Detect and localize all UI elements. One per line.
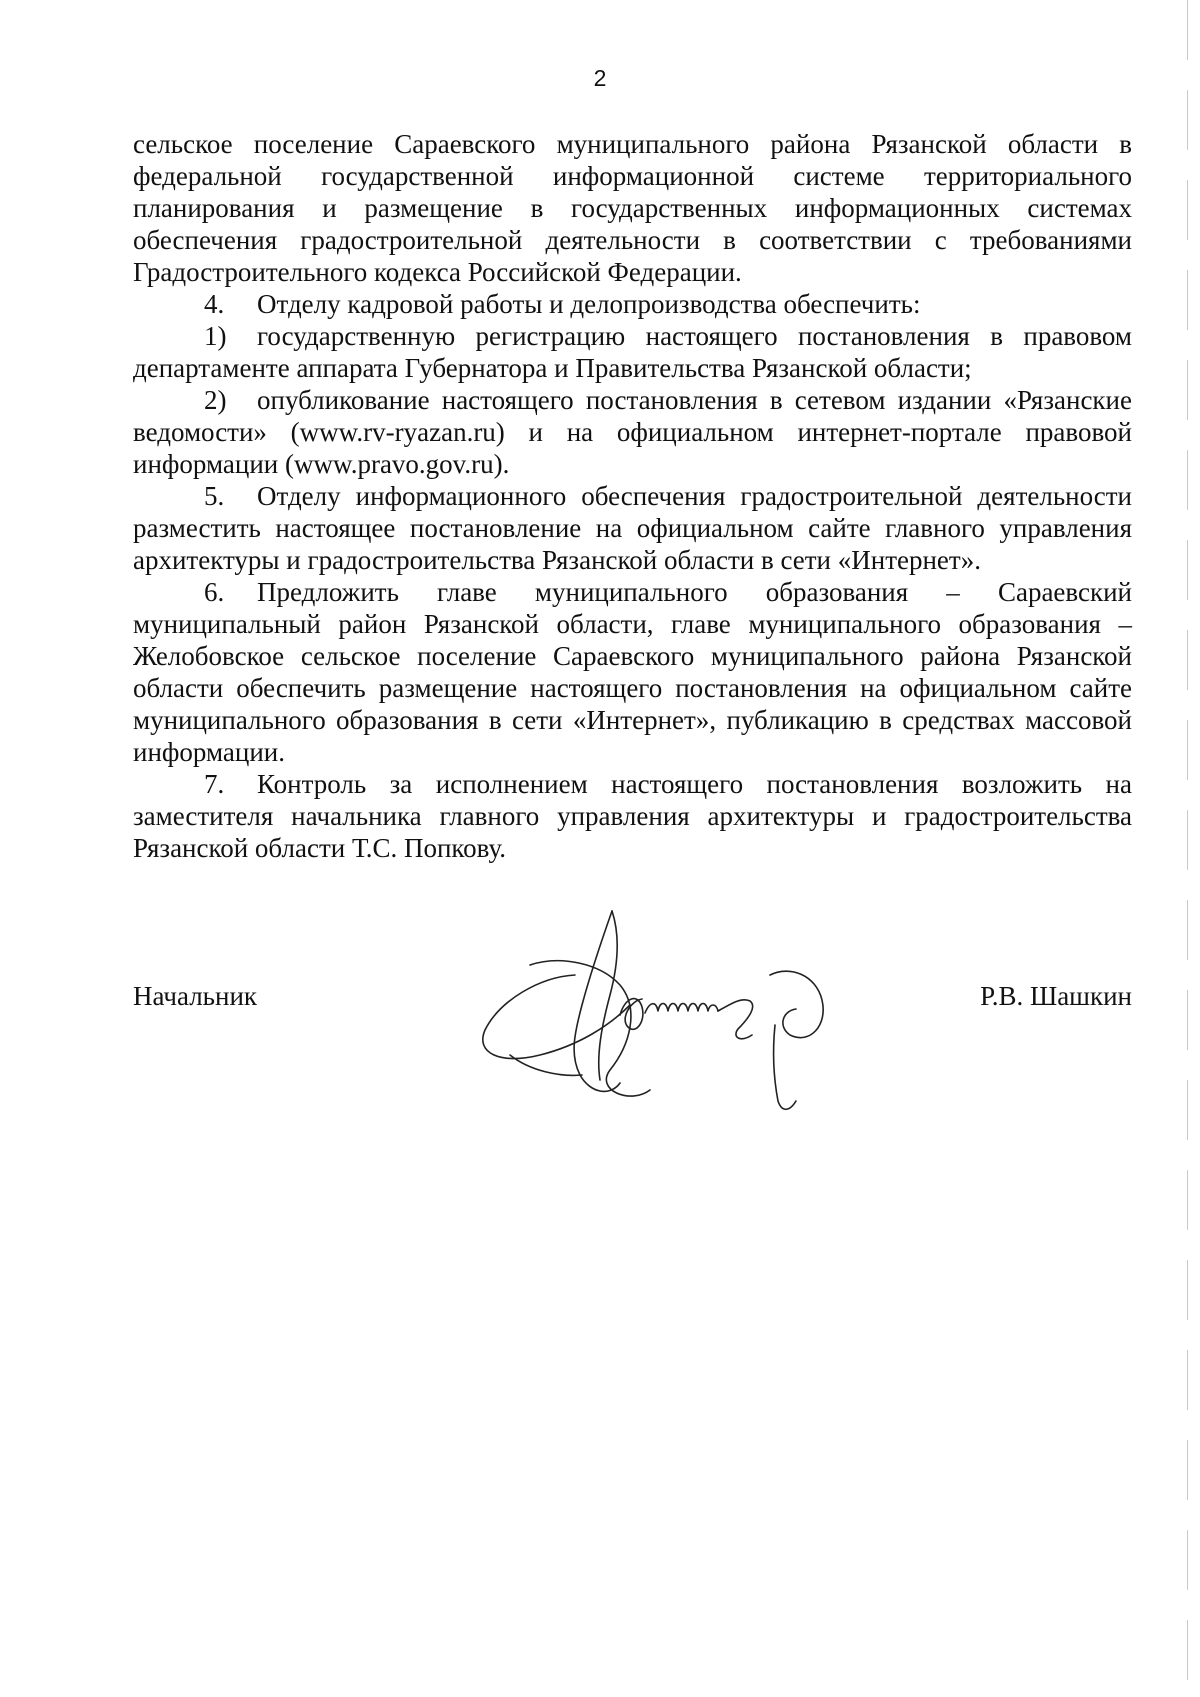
item-number: 7.	[204, 769, 225, 799]
paragraph-item-7	[133, 768, 1132, 864]
paragraph-text: Отделу информационного обеспечения градостроительной деятельности разместить настоящее постановление на официальном сайте главного управления архитектуры и градостроительства Рязанской области в сети «Интернет».	[133, 481, 1132, 575]
item-number: 4.	[204, 289, 225, 319]
paragraph-text: Предложить главе муниципального образования – Сараевский муниципальный район Рязанской области, главе муниципального образования – Желобовское сельское поселение Сараевского муниципального района Рязанской области обеспечить размещение настоящего постановления на официальном сайте муниципального образования в сети «Интернет», публикацию в средствах массовой информации.	[133, 577, 1132, 767]
paragraph-text: Отделу кадровой работы и делопроизводства обеспечить:	[257, 289, 921, 319]
paragraph-subitem-1	[133, 320, 1132, 384]
paragraph-subitem-2	[133, 384, 1132, 480]
signatory-name: Р.В. Шашкин	[980, 981, 1132, 1011]
paragraph-text: Контроль за исполнением настоящего постановления возложить на заместителя начальника главного управления архитектуры и градостроительства Рязанской области Т.С. Попкову.	[133, 769, 1132, 863]
item-number: 5.	[204, 481, 225, 511]
paragraph-item-4	[133, 288, 1132, 320]
item-number: 1)	[204, 321, 227, 351]
paragraph-item-5	[133, 480, 1132, 576]
page-number: 2	[593, 65, 607, 91]
paragraph-text: государственную регистрацию настоящего постановления в правовом департаменте аппарата Губернатора и Правительства Рязанской области;	[133, 321, 1132, 383]
document-body	[133, 128, 1132, 864]
scan-edge-line	[1187, 0, 1188, 1697]
paragraph-text: опубликование настоящего постановления в сетевом издании «Рязанские ведомости» (www.rv-ryazan.ru) и на официальном интернет-портале правовой информации (www.pravo.gov.ru).	[133, 385, 1132, 479]
item-number: 6.	[204, 577, 225, 607]
paragraph-text: сельское поселение Сараевского муниципального района Рязанской области в федеральной государственной информационной системе территориального планирования и размещение в государственных информационных системах обеспечения градостроительной деятельности в соответствии с требованиями Градостроительного кодекса Российской Федерации.	[133, 129, 1132, 287]
item-number: 2)	[204, 385, 227, 415]
paragraph-continuation	[133, 128, 1132, 288]
signatory-position: Начальник	[133, 981, 258, 1011]
handwritten-signature-icon	[470, 905, 850, 1115]
paragraph-item-6	[133, 576, 1132, 768]
